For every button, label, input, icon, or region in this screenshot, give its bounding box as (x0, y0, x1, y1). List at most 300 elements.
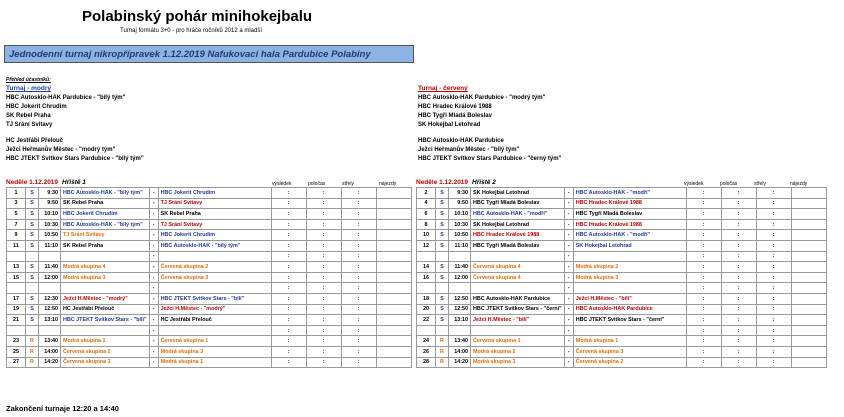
home-team: SK Hokejbal Letohrad (471, 219, 565, 230)
periods-cell: : (721, 230, 756, 241)
shots-cell: : (756, 325, 791, 336)
shots-cell: : (756, 188, 791, 199)
match-number (7, 251, 26, 262)
separator: - (564, 251, 573, 262)
periods-cell: : (306, 240, 341, 251)
shootout-cell (791, 336, 826, 347)
home-team (471, 251, 565, 262)
periods-cell: : (721, 325, 756, 336)
schedule-table-field-1 (6, 187, 412, 368)
match-time: 10:30 (449, 219, 471, 230)
shootout-cell (376, 198, 411, 209)
separator: - (149, 346, 158, 357)
shootout-cell (376, 336, 411, 347)
match-time: 9:50 (39, 198, 61, 209)
separator: - (149, 272, 158, 283)
shots-cell: : (756, 315, 791, 326)
shots-cell: : (756, 262, 791, 273)
separator: - (149, 315, 158, 326)
away-team: HBC Jokerit Chrudim (158, 230, 271, 241)
home-team: Červená skupina 3 (61, 357, 150, 368)
score-cell: : (271, 188, 306, 199)
home-team: HC Jestřábi Přelouč (61, 304, 150, 315)
col-header-score: výsledek (684, 181, 704, 187)
match-time: 11:40 (449, 262, 471, 273)
right-section-header (416, 179, 496, 186)
shots-cell: : (341, 240, 376, 251)
team-name: TJ Srání Svitavy (6, 122, 53, 128)
match-number (417, 251, 436, 262)
shots-cell: : (341, 219, 376, 230)
separator: - (564, 230, 573, 241)
periods-cell: : (306, 188, 341, 199)
shots-cell: : (341, 346, 376, 357)
match-row (417, 209, 827, 220)
shootout-cell (376, 283, 411, 294)
home-team: Ježci H.Městec - "modrý" (61, 293, 150, 304)
match-type: S (436, 262, 449, 273)
separator: - (564, 315, 573, 326)
match-time: 10:10 (449, 209, 471, 220)
match-time: 13:40 (39, 336, 61, 347)
shootout-cell (376, 240, 411, 251)
periods-cell: : (306, 315, 341, 326)
separator: - (564, 293, 573, 304)
match-time: 14:00 (39, 346, 61, 357)
shots-cell: : (341, 315, 376, 326)
match-time: 9:50 (449, 198, 471, 209)
score-cell: : (686, 304, 721, 315)
match-row (417, 336, 827, 347)
match-row (7, 272, 412, 283)
score-cell: : (686, 272, 721, 283)
match-number (7, 325, 26, 336)
col-header-shots: střely (754, 181, 766, 187)
shootout-cell (791, 346, 826, 357)
periods-cell: : (306, 357, 341, 368)
team-name: Ježci Heřmanův Městec - "modrý tým" (6, 147, 116, 153)
match-row (417, 188, 827, 199)
away-team (573, 325, 686, 336)
periods-cell: : (306, 198, 341, 209)
away-team: HBC Hradec Králové 1988 (573, 198, 686, 209)
match-number: 11 (7, 240, 26, 251)
shots-cell: : (341, 251, 376, 262)
match-row (417, 346, 827, 357)
score-cell: : (686, 357, 721, 368)
score-cell: : (686, 188, 721, 199)
separator: - (564, 272, 573, 283)
match-row (7, 262, 412, 273)
shots-cell: : (341, 336, 376, 347)
periods-cell: : (721, 283, 756, 294)
shots-cell: : (756, 209, 791, 220)
periods-cell: : (721, 336, 756, 347)
shootout-cell (791, 304, 826, 315)
col-header-periods: poločas (308, 181, 326, 187)
team-name: HBC Hradec Králové 1988 (418, 104, 492, 110)
periods-cell: : (306, 272, 341, 283)
match-time: 12:50 (39, 304, 61, 315)
match-type: S (436, 209, 449, 220)
match-type (26, 325, 39, 336)
match-type: S (26, 198, 39, 209)
shootout-cell (376, 272, 411, 283)
match-type: S (26, 219, 39, 230)
separator: - (149, 209, 158, 220)
match-type (436, 325, 449, 336)
shots-cell: : (341, 230, 376, 241)
periods-cell: : (306, 283, 341, 294)
match-number: 18 (417, 293, 436, 304)
shootout-cell (376, 262, 411, 273)
home-team: SK Rebel Praha (61, 198, 150, 209)
group-red-heading: Turnaj - červený (418, 85, 468, 92)
away-team: TJ Srání Svitavy (158, 198, 271, 209)
shots-cell: : (756, 357, 791, 368)
score-cell: : (271, 230, 306, 241)
match-row (417, 272, 827, 283)
match-time (39, 283, 61, 294)
score-cell: : (271, 293, 306, 304)
away-team: Červená skupina 3 (573, 346, 686, 357)
col-header-score: výsledek (272, 181, 292, 187)
shots-cell: : (341, 272, 376, 283)
separator: - (564, 304, 573, 315)
score-cell: : (271, 272, 306, 283)
periods-cell: : (721, 219, 756, 230)
match-number: 9 (7, 230, 26, 241)
shootout-cell (376, 304, 411, 315)
periods-cell: : (721, 262, 756, 273)
home-team: Ježci H.Městec - "bílí" (471, 315, 565, 326)
periods-cell: : (306, 219, 341, 230)
match-number: 4 (417, 198, 436, 209)
match-time: 9:30 (39, 188, 61, 199)
match-type: R (26, 336, 39, 347)
away-team: Modrá skupina 3 (158, 346, 271, 357)
match-type: S (26, 304, 39, 315)
match-type: S (26, 315, 39, 326)
section-field: Hřiště 2 (472, 179, 496, 186)
home-team: HBC Autosklo-HAK - "bílý tým" (61, 219, 150, 230)
shots-cell: : (756, 283, 791, 294)
shootout-cell (376, 219, 411, 230)
match-number: 17 (7, 293, 26, 304)
score-cell: : (686, 209, 721, 220)
match-time: 12:00 (39, 272, 61, 283)
match-number: 6 (417, 209, 436, 220)
away-team: Červená skupina 2 (573, 357, 686, 368)
separator: - (564, 198, 573, 209)
separator: - (149, 293, 158, 304)
match-type (436, 251, 449, 262)
away-team: HBC Hradec Králové 1988 (573, 219, 686, 230)
team-name: HBC Autosklo-HAK Pardubice - "bílý tým" (6, 95, 126, 101)
separator: - (564, 346, 573, 357)
away-team: TJ Srání Svitavy (158, 219, 271, 230)
periods-cell: : (306, 346, 341, 357)
shots-cell: : (341, 304, 376, 315)
home-team (61, 283, 150, 294)
match-number: 20 (417, 304, 436, 315)
periods-cell: : (721, 315, 756, 326)
schedule-table-field-2 (416, 187, 827, 368)
shootout-cell (791, 293, 826, 304)
away-team: Modrá skupina 1 (573, 336, 686, 347)
match-time: 14:20 (39, 357, 61, 368)
periods-cell: : (306, 293, 341, 304)
away-team: HBC Autosklo-HAK - "modří" (573, 230, 686, 241)
periods-cell: : (721, 188, 756, 199)
away-team (158, 283, 271, 294)
match-time (449, 325, 471, 336)
shootout-cell (376, 346, 411, 357)
score-cell: : (271, 325, 306, 336)
shots-cell: : (756, 272, 791, 283)
home-team: Modrá skupina 3 (471, 357, 565, 368)
shots-cell: : (756, 251, 791, 262)
periods-cell: : (721, 198, 756, 209)
match-row (417, 198, 827, 209)
home-team: HBC Autosklo-HAK - "bílý tým" (61, 188, 150, 199)
match-number: 27 (7, 357, 26, 368)
match-row (7, 336, 412, 347)
shootout-cell (376, 293, 411, 304)
score-cell: : (686, 230, 721, 241)
match-type: S (436, 304, 449, 315)
match-time: 10:10 (39, 209, 61, 220)
periods-cell: : (306, 230, 341, 241)
shots-cell: : (341, 357, 376, 368)
group-blue-heading: Turnaj - modrý (6, 85, 52, 92)
periods-cell: : (721, 304, 756, 315)
match-number: 7 (7, 219, 26, 230)
home-team: Červená skupina 2 (61, 346, 150, 357)
match-time: 11:10 (449, 240, 471, 251)
section-date: Neděle 1.12.2019 (6, 179, 59, 186)
periods-cell: : (721, 293, 756, 304)
match-time: 10:50 (39, 230, 61, 241)
match-time: 11:40 (39, 262, 61, 273)
shootout-cell (376, 209, 411, 220)
match-time: 13:10 (39, 315, 61, 326)
home-team: HBC Hradec Králové 1988 (471, 230, 565, 241)
team-name: SK Rebel Praha (6, 113, 51, 119)
score-cell: : (686, 251, 721, 262)
separator: - (564, 336, 573, 347)
periods-cell: : (306, 209, 341, 220)
away-team (573, 251, 686, 262)
shootout-cell (791, 240, 826, 251)
match-number: 12 (417, 240, 436, 251)
match-time: 12:50 (449, 304, 471, 315)
shootout-cell (376, 357, 411, 368)
match-row (7, 346, 412, 357)
shots-cell: : (341, 283, 376, 294)
away-team: Modrá skupina 2 (573, 262, 686, 273)
away-team: Červená skupina 1 (158, 336, 271, 347)
score-cell: : (686, 283, 721, 294)
match-type: R (26, 346, 39, 357)
periods-cell: : (306, 304, 341, 315)
section-date: Neděle 1.12.2019 (416, 179, 469, 186)
match-time (39, 251, 61, 262)
match-row (7, 304, 412, 315)
periods-cell: : (721, 357, 756, 368)
home-team: HBC Jokerit Chrudim (61, 209, 150, 220)
match-row (7, 240, 412, 251)
match-time (449, 251, 471, 262)
score-cell: : (271, 315, 306, 326)
shots-cell: : (341, 188, 376, 199)
match-number: 25 (7, 346, 26, 357)
score-cell: : (686, 293, 721, 304)
shots-cell: : (756, 198, 791, 209)
score-cell: : (686, 346, 721, 357)
col-header-shootout: nájezdy (790, 181, 808, 187)
left-section-header (6, 179, 86, 186)
shootout-cell (376, 325, 411, 336)
away-team: HBC Autosklo-HAK Pardubice (573, 304, 686, 315)
match-type: R (436, 336, 449, 347)
score-cell: : (271, 262, 306, 273)
score-cell: : (686, 262, 721, 273)
team-name: HBC JTEKT Svitkov Stars Pardubice - "bílý tým" (6, 156, 144, 162)
home-team (61, 251, 150, 262)
team-name: HBC JTEKT Svitkov Stars Pardubice - "černý tým" (418, 156, 562, 162)
score-cell: : (686, 325, 721, 336)
separator: - (564, 283, 573, 294)
home-team: HBC Autosklo-HAK Pardubice (471, 293, 565, 304)
match-row (417, 219, 827, 230)
home-team: Červená skupina 1 (471, 336, 565, 347)
team-name: Ježci Heřmanův Městec - "bílý tým" (418, 147, 520, 153)
match-number: 1 (7, 188, 26, 199)
shootout-cell (791, 283, 826, 294)
shootout-cell (791, 272, 826, 283)
match-time: 12:50 (449, 293, 471, 304)
team-name: HC Jestřábi Přelouč (6, 138, 64, 144)
match-number: 19 (7, 304, 26, 315)
team-name: SK Hokejbal Letohrad (418, 122, 481, 128)
shots-cell: : (341, 293, 376, 304)
match-time: 14:20 (449, 357, 471, 368)
shots-cell: : (756, 230, 791, 241)
team-name: HBC Autosklo-HAK Pardubice - "modrý tým" (418, 95, 546, 101)
periods-cell: : (306, 262, 341, 273)
separator: - (149, 357, 158, 368)
home-team (471, 283, 565, 294)
periods-cell: : (306, 336, 341, 347)
periods-cell: : (721, 240, 756, 251)
away-team: Modrá skupina 1 (158, 357, 271, 368)
shootout-cell (791, 325, 826, 336)
page-title: Polabinský pohár minihokejbalu (82, 8, 313, 25)
separator: - (564, 188, 573, 199)
match-time (39, 325, 61, 336)
match-row (417, 240, 827, 251)
score-cell: : (271, 346, 306, 357)
match-number: 8 (417, 219, 436, 230)
match-type: R (26, 357, 39, 368)
home-team (61, 325, 150, 336)
team-name: HBC Autosklo-HAK Pardubice (418, 138, 504, 144)
away-team: SK Rebel Praha (158, 209, 271, 220)
score-cell: : (686, 336, 721, 347)
shootout-cell (376, 315, 411, 326)
away-team: SK Hokejbal Letohrad (573, 240, 686, 251)
shots-cell: : (756, 219, 791, 230)
shots-cell: : (756, 336, 791, 347)
home-team: Modrá skupina 1 (61, 336, 150, 347)
match-type: S (26, 262, 39, 273)
match-type (26, 251, 39, 262)
match-row (417, 357, 827, 368)
score-cell: : (271, 251, 306, 262)
match-time: 13:10 (449, 315, 471, 326)
match-type: S (26, 209, 39, 220)
shots-cell: : (756, 304, 791, 315)
periods-cell: : (721, 346, 756, 357)
shootout-cell (376, 251, 411, 262)
away-team: HBC Autosklo-HAK - "modří" (573, 188, 686, 199)
home-team: SK Hokejbal Letohrad (471, 188, 565, 199)
home-team: Červená skupina 4 (471, 262, 565, 273)
home-team: HBC JTEKT Svitkov Stars - "černí" (471, 304, 565, 315)
col-header-periods: poločas (720, 181, 738, 187)
periods-cell: : (721, 272, 756, 283)
shots-cell: : (341, 262, 376, 273)
away-team (158, 325, 271, 336)
match-row (417, 315, 827, 326)
match-type: S (436, 315, 449, 326)
away-team: Ježci H.Městec - "bílí" (573, 293, 686, 304)
col-header-shots: střely (342, 181, 354, 187)
score-cell: : (686, 198, 721, 209)
shots-cell: : (341, 209, 376, 220)
score-cell: : (271, 198, 306, 209)
match-number (417, 283, 436, 294)
match-number: 21 (7, 315, 26, 326)
team-name: HBC Tygři Mladá Boleslav (418, 113, 492, 119)
home-team: HBC Tygři Mladá Boleslav (471, 240, 565, 251)
match-row (7, 293, 412, 304)
match-type: S (436, 188, 449, 199)
away-team: HBC Jokerit Chrudim (158, 188, 271, 199)
separator: - (564, 209, 573, 220)
shots-cell: : (341, 325, 376, 336)
away-team (158, 251, 271, 262)
match-row (417, 251, 827, 262)
separator: - (564, 262, 573, 273)
match-row (417, 262, 827, 273)
score-cell: : (271, 357, 306, 368)
match-type: S (436, 240, 449, 251)
match-row (417, 304, 827, 315)
separator: - (149, 336, 158, 347)
away-team (573, 283, 686, 294)
match-number: 26 (417, 346, 436, 357)
separator: - (149, 188, 158, 199)
match-type: S (436, 198, 449, 209)
match-number: 3 (7, 198, 26, 209)
score-cell: : (271, 219, 306, 230)
match-number: 15 (7, 272, 26, 283)
match-row (417, 230, 827, 241)
shootout-cell (791, 230, 826, 241)
away-team: Červená skupina 2 (158, 262, 271, 273)
